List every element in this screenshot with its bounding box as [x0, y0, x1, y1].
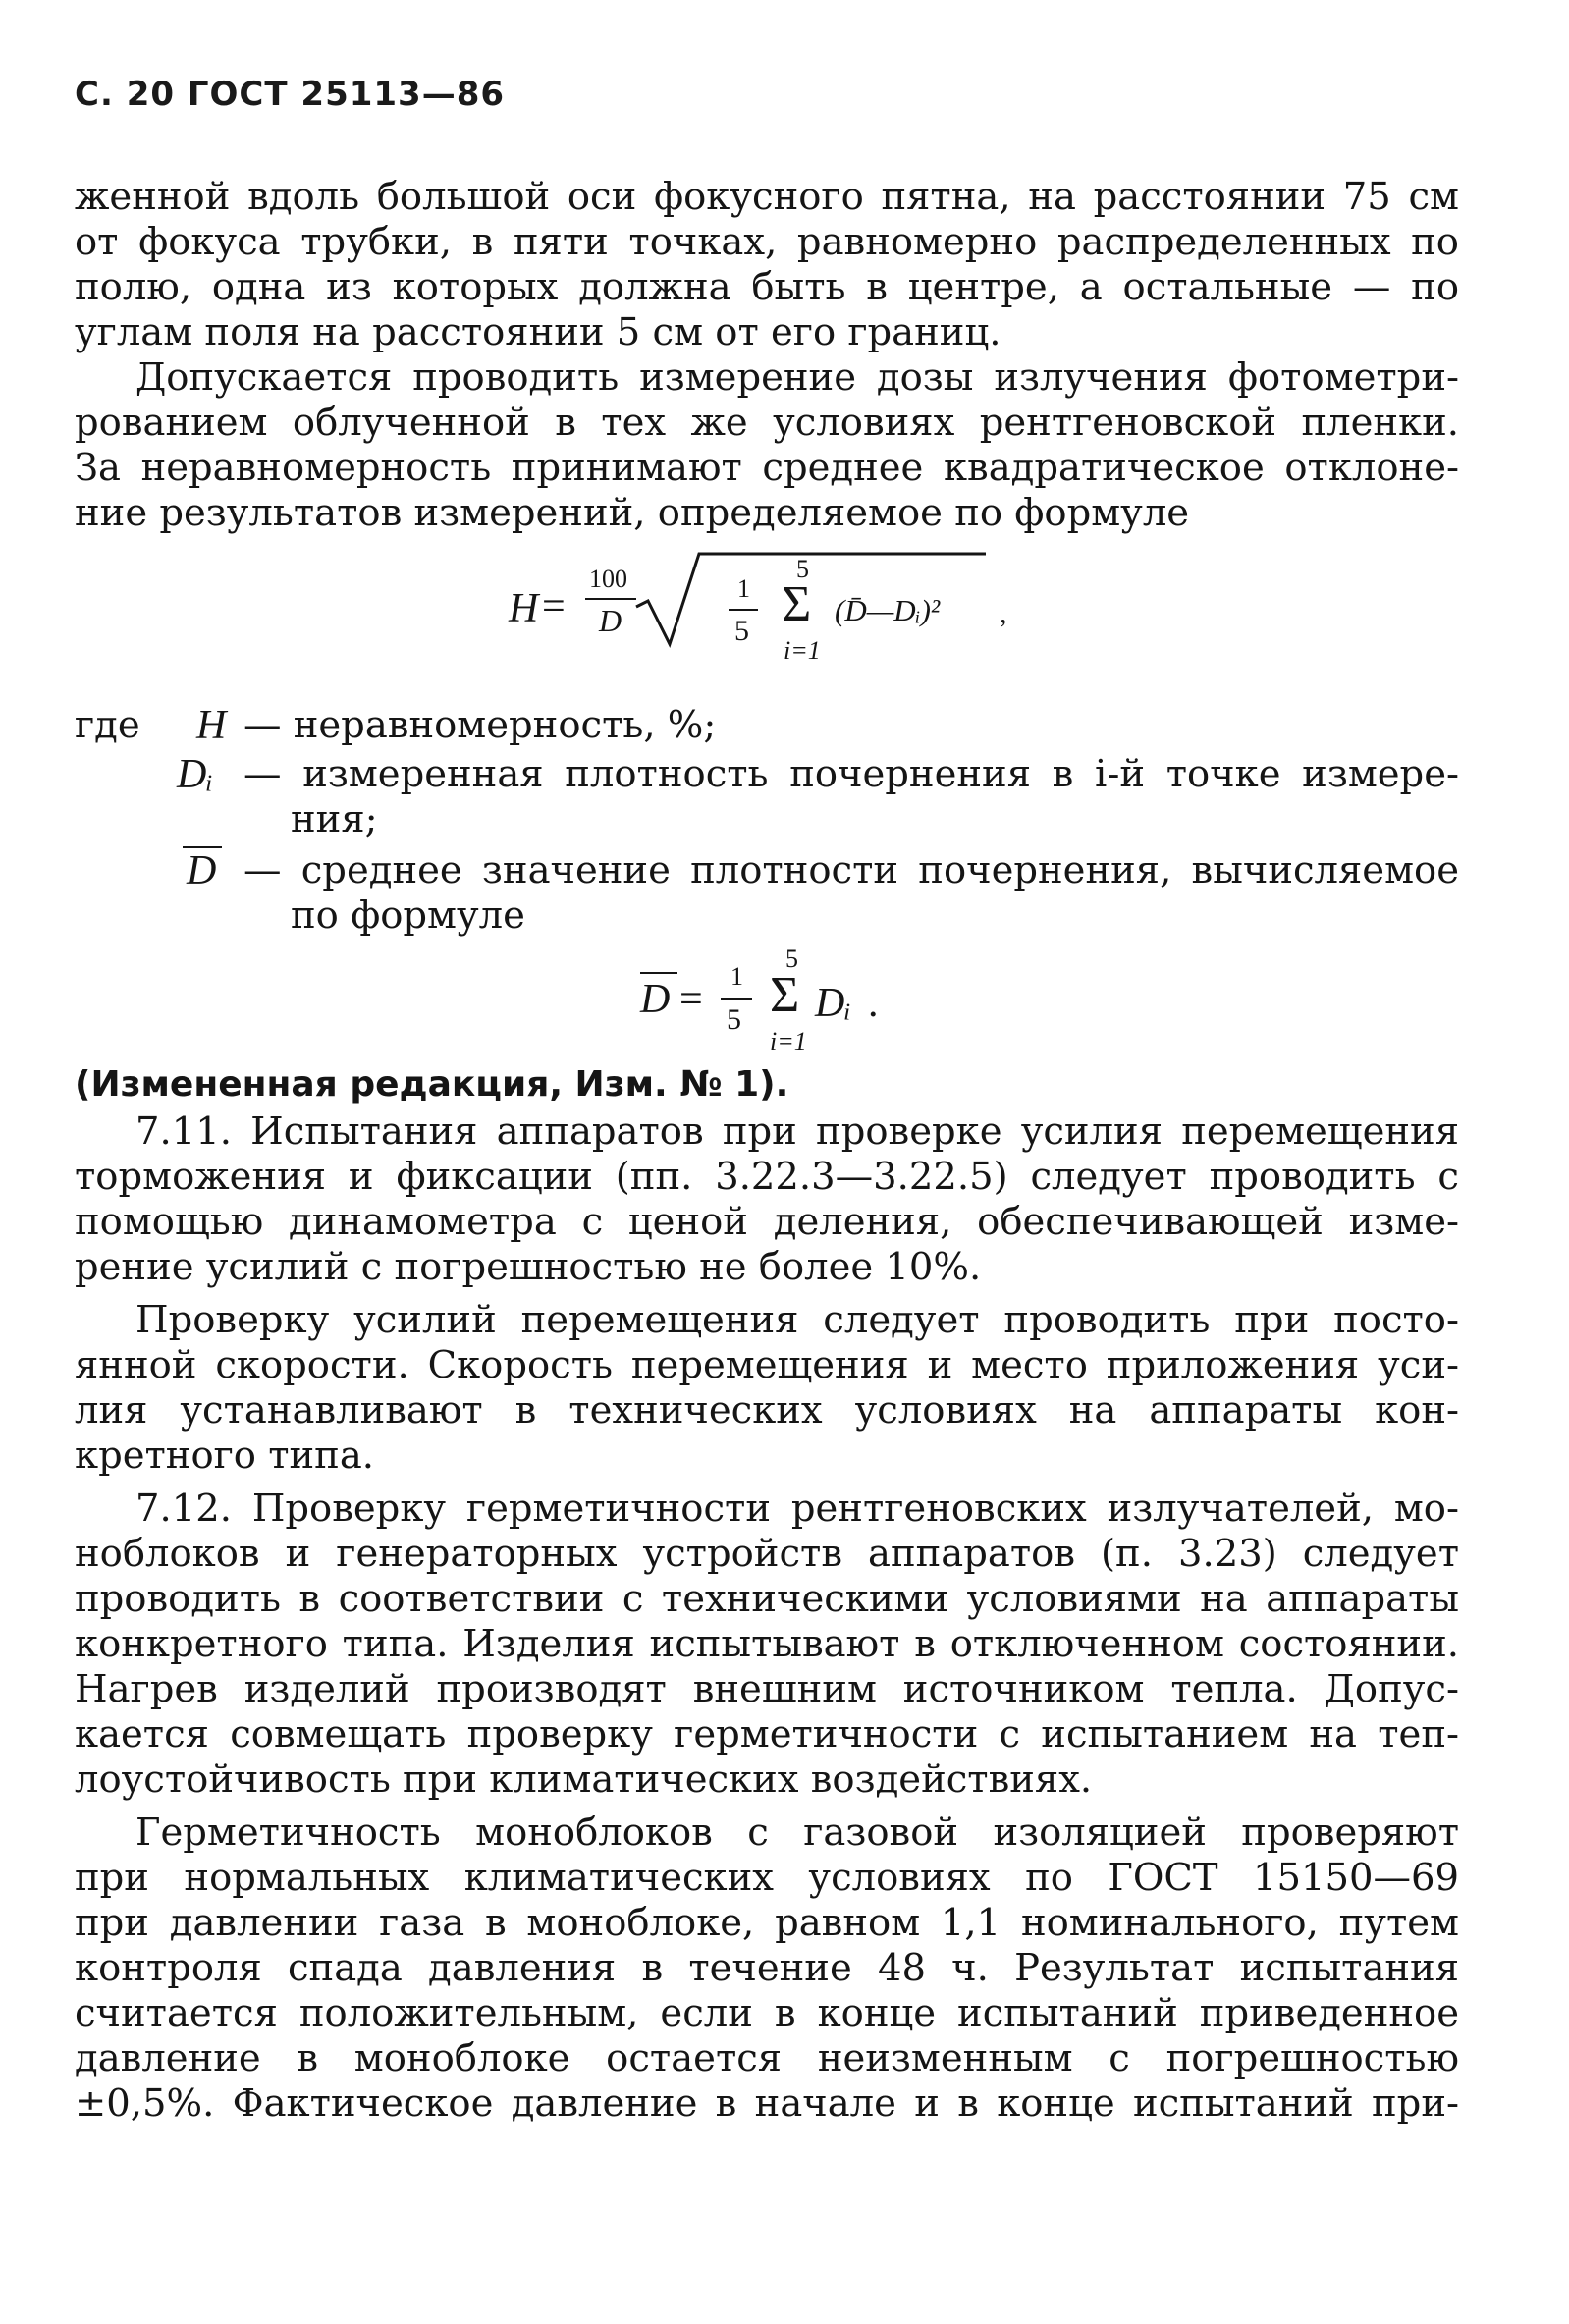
sigma-icon: Σ [782, 576, 812, 632]
text-line: торможения и фиксации (пп. 3.22.3—3.22.5) следует проводить с [75, 1155, 1459, 1199]
definition-Dbar: — среднее значение плотности почернения, вычисляемое [243, 848, 1459, 892]
text-line: контроля спада давления в течение 48 ч. Результат испытания [75, 1946, 1459, 1990]
amendment-note: (Измененная редакция, Изм. № 1). [75, 1064, 789, 1105]
formula-lhs: H [509, 586, 539, 631]
symbol-H: H [196, 703, 227, 748]
text-line: рованием облученной в тех же условиях рентгеновской пленки. [75, 401, 1459, 445]
fraction-bar [729, 609, 758, 611]
text-line: лия устанавливают в технических условиях на аппараты кон- [75, 1388, 1459, 1432]
text-line: Проверку усилий перемещения следует проводить при посто- [135, 1298, 1459, 1342]
text-line: конкретного типа. Изделия испытывают в отключенном состоянии. [75, 1622, 1459, 1666]
text-line: кается совмещать проверку герметичности с испытанием на теп- [75, 1712, 1459, 1757]
formula-equals: = [542, 584, 566, 629]
text-line: углам поля на расстоянии 5 см от его границ. [75, 310, 1001, 354]
sum-upper-limit: 5 [796, 555, 809, 583]
text-line: 7.12. Проверку герметичности рентгеновских излучателей, мо- [135, 1486, 1459, 1531]
symbol-Di: Dᵢ [177, 752, 213, 797]
formula-equals: = [679, 977, 703, 1022]
text-line: За неравномерность принимают среднее квадратическое отклоне- [75, 446, 1459, 490]
text-line: ноблоков и генераторных устройств аппаратов (п. 3.23) следует [75, 1532, 1459, 1576]
fraction-bar [585, 598, 636, 600]
formula-lhs: D [640, 977, 671, 1022]
formula-denominator: 5 [727, 1003, 741, 1036]
sum-body: (D̄—Dᵢ)² [835, 593, 941, 627]
text-line: давление в моноблоке остается неизменным с погрешностью [75, 2036, 1459, 2081]
text-line: 7.11. Испытания аппаратов при проверке усилия перемещения [135, 1109, 1459, 1154]
inner-numerator: 1 [737, 574, 750, 603]
sum-upper-limit: 5 [785, 945, 798, 973]
formula-numerator: 1 [730, 962, 743, 991]
fraction-bar [721, 998, 752, 1000]
text-line: от фокуса трубки, в пяти точках, равномерно распределенных по [75, 220, 1459, 264]
text-line: кретного типа. [75, 1433, 375, 1478]
definition-Di: — измеренная плотность почернения в i-й точке измере- [243, 752, 1459, 796]
overline [640, 972, 677, 974]
text-line: проводить в соответствии с техническими условиями на аппараты [75, 1577, 1459, 1621]
page-header: С. 20 ГОСТ 25113—86 [75, 75, 506, 114]
text-line: лоустойчивость при климатических воздействиях. [75, 1757, 1093, 1802]
formula-denominator: D [599, 603, 622, 638]
text-line: Герметичность моноблоков с газовой изоляцией проверяют [135, 1811, 1459, 1855]
inner-denominator: 5 [734, 615, 749, 647]
text-line: Допускается проводить измерение дозы излучения фотометри- [135, 355, 1459, 400]
text-line: ние результатов измерений, определяемое по формуле [75, 491, 1190, 535]
text-line: при давлении газа в моноблоке, равном 1,1 номинального, путем [75, 1901, 1459, 1945]
text-line: янной скорости. Скорость перемещения и место приложения уси- [75, 1343, 1459, 1387]
definition-Dbar-cont: по формуле [291, 893, 525, 938]
sum-lower-limit: i=1 [770, 1027, 807, 1055]
text-line: рение усилий с погрешностью не более 10%. [75, 1245, 982, 1289]
text-line: считается положительным, если в конце испытаний приведенное [75, 1991, 1459, 2035]
formula-tail: , [1000, 597, 1007, 629]
definition-Di-cont: ния; [291, 797, 378, 841]
symbol-Dbar: D [187, 848, 217, 893]
text-line: женной вдоль большой оси фокусного пятна, на расстоянии 75 см [75, 175, 1459, 219]
text-line: Нагрев изделий производят внешним источником тепла. Допус- [75, 1667, 1459, 1711]
text-line: помощью динамометра с ценой деления, обеспечивающей изме- [75, 1200, 1459, 1244]
text-line: полю, одна из которых должна быть в центре, а остальные — по [75, 265, 1459, 309]
sum-body: Dᵢ [815, 981, 851, 1026]
formula-tail: . [868, 981, 879, 1026]
definition-H: — неравномерность, %; [243, 703, 717, 747]
formula-numerator: 100 [589, 565, 627, 593]
text-line: ±0,5%. Фактическое давление в начале и в конце испытаний при- [75, 2081, 1459, 2126]
sigma-icon: Σ [770, 967, 800, 1023]
text-line: при нормальных климатических условиях по ГОСТ 15150—69 [75, 1856, 1459, 1900]
where-label: где [75, 703, 140, 747]
sum-lower-limit: i=1 [784, 636, 821, 665]
